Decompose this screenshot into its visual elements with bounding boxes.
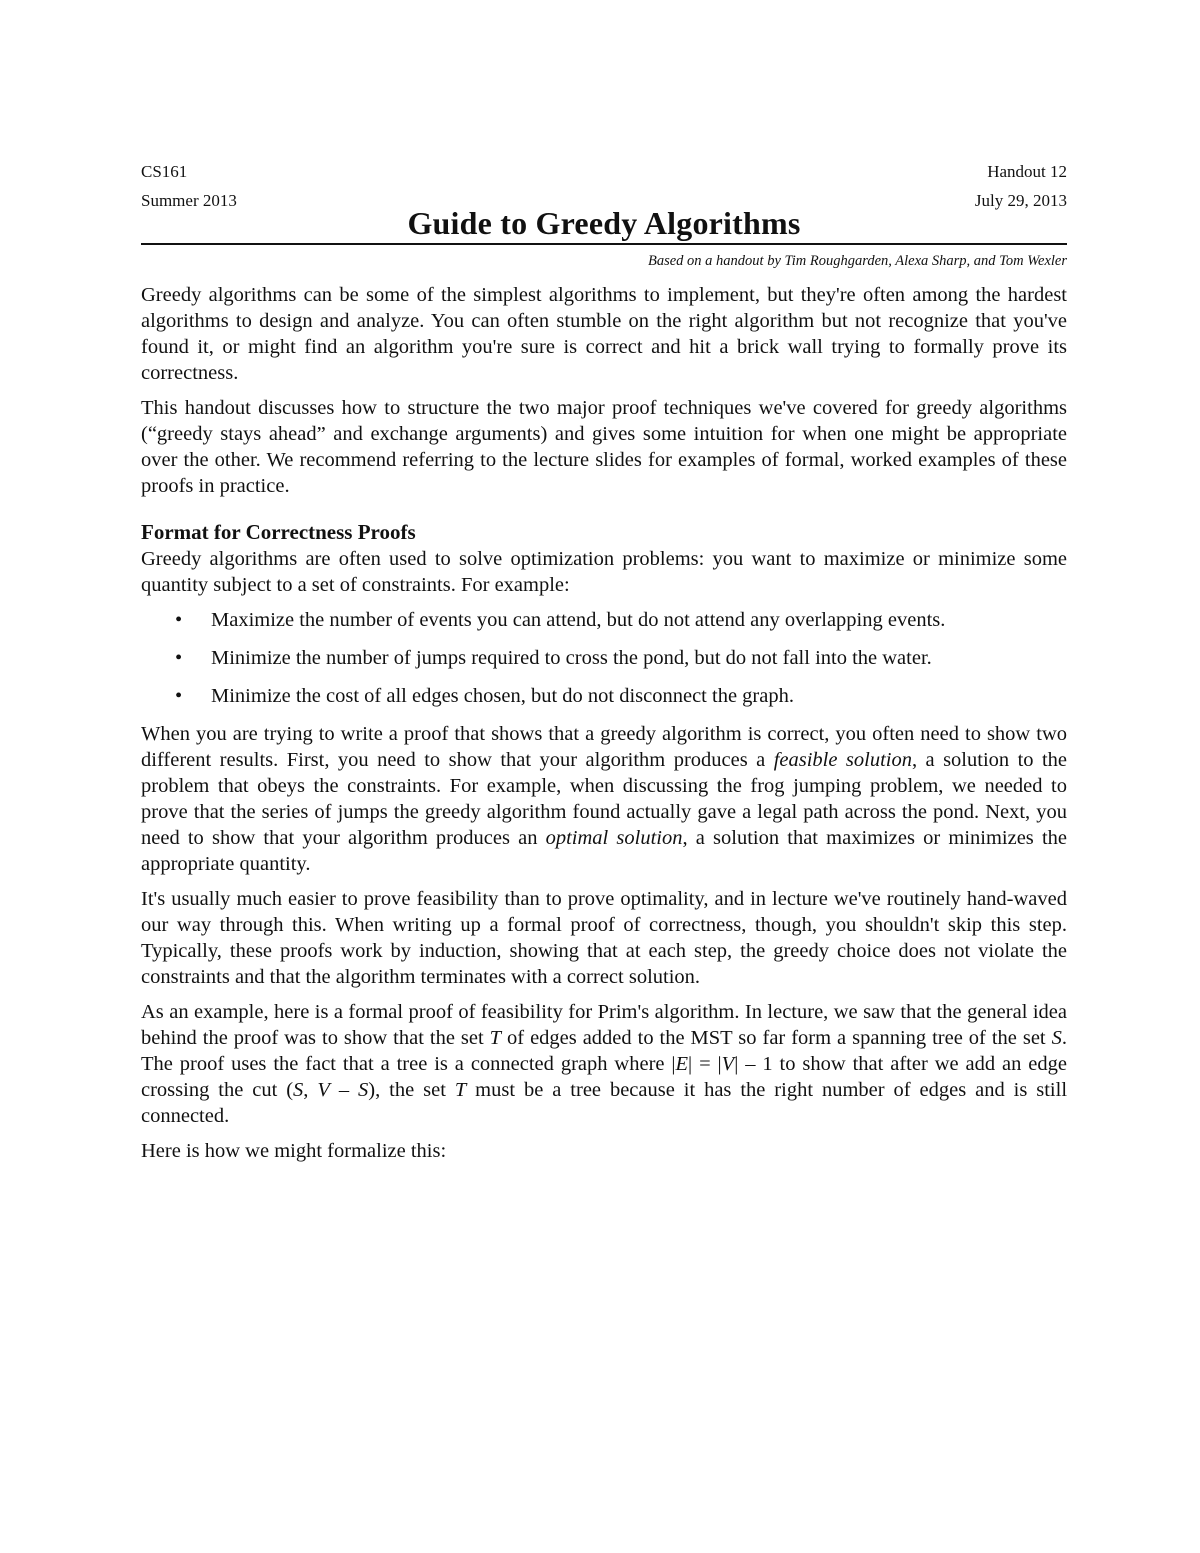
section-paragraph-4 (141, 999, 1067, 1129)
list-item-text: Minimize the number of jumps required to cross the pond, but do not fall into the water. (211, 647, 932, 669)
page-title: Guide to Greedy Algorithms (407, 205, 801, 241)
math-var: T (489, 1027, 502, 1049)
document-body (141, 157, 1067, 1173)
section-paragraph-5: Here is how we might formalize this: (141, 1140, 447, 1162)
list-item-text: Minimize the cost of all edges chosen, but do not disconnect the graph. (211, 685, 794, 707)
text-run: , a solution that maximizes or minimizes the appropriate quantity. (141, 827, 1067, 875)
list-item (141, 607, 1067, 633)
text-run: | = | (688, 1053, 722, 1075)
math-var: E (675, 1053, 689, 1075)
text-run: When you are trying to write a proof that shows that a greedy algorithm is correct, you often need to show two different results. First, you need to show that your algorithm produces a (141, 723, 1067, 771)
optimal-solution-term: optimal solution (545, 827, 683, 849)
math-var: V (721, 1053, 735, 1075)
list-item-text: Maximize the number of events you can attend, but do not attend any overlapping events. (211, 609, 946, 631)
feasible-solution-term: feasible solution (773, 749, 912, 771)
math-var: V (317, 1079, 330, 1101)
date: July 29, 2013 (974, 191, 1067, 210)
text-run: ), the set (368, 1079, 455, 1101)
text-run: As an example, here is a formal proof of feasibility for Prim's algorithm. In lecture, we saw that the general idea behind the proof was to show that the set (141, 1001, 1067, 1049)
bullet-icon: • (175, 609, 183, 631)
bullet-icon: • (175, 685, 183, 707)
math-var: S (358, 1079, 369, 1101)
term: Summer 2013 (141, 191, 237, 210)
example-list (141, 607, 1067, 709)
text-run: , (303, 1079, 318, 1101)
bullet-icon: • (175, 647, 183, 669)
text-run: must be a tree because it has the right number of edges and is still connected. (141, 1079, 1068, 1127)
section-heading: Format for Correctness Proofs (141, 520, 416, 544)
byline: Based on a handout by Tim Roughgarden, Alexa Sharp, and Tom Wexler (647, 253, 1067, 269)
header-row-1 (141, 157, 1067, 186)
text-run: of edges added to the MST so far form a spanning tree of the set (501, 1027, 1052, 1049)
handout-number: Handout 12 (987, 162, 1067, 181)
course-code: CS161 (141, 162, 188, 181)
math-var: S (1051, 1027, 1062, 1049)
text-run: , a solution to the problem that obeys the constraints. For example, when discussing the frog jumping problem, we needed to prove that the series of jumps the greedy algorithm found actually gave a legal path across the pond. Next, you need to show that your algorithm produces an (141, 749, 1068, 849)
title-rule (141, 205, 1067, 245)
text-run: . The proof uses the fact that a tree is a connected graph where | (141, 1027, 1067, 1075)
math-var: S (293, 1079, 304, 1101)
text-run: | – 1 to show that after we add an edge crossing the cut ( (141, 1053, 1067, 1101)
section-paragraph-3: It's usually much easier to prove feasibility than to prove optimality, and in lecture we've routinely hand-waved our way through this. When writing up a formal proof of correctness, though, you shouldn't skip this step. Typically, these proofs work by induction, showing that at each step, the greedy choice does not violate the constraints and that the algorithm terminates with a correct solution. (141, 888, 1067, 988)
section-paragraph-1: Greedy algorithms are often used to solve optimization problems: you want to maximize or minimize some quantity subject to a set of constraints. For example: (141, 548, 1067, 596)
intro-paragraph-2: This handout discusses how to structure the two major proof techniques we've covered for greedy algorithms (“greedy stays ahead” and exchange arguments) and gives some intuition for when one might be appropriate over the other. We recommend referring to the lecture slides for examples of formal, worked examples of these proofs in practice. (141, 397, 1067, 497)
text-run: – (329, 1079, 359, 1101)
list-item (141, 645, 1067, 671)
list-item (141, 683, 1067, 709)
intro-paragraph-1: Greedy algorithms can be some of the simplest algorithms to implement, but they're often among the hardest algorithms to design and analyze. You can often stumble on the right algorithm but not recognize that you've found it, or might find an algorithm you're sure is correct and hit a brick wall trying to formally prove its correctness. (141, 284, 1067, 384)
section-paragraph-2 (141, 721, 1067, 877)
math-var: T (454, 1079, 467, 1101)
